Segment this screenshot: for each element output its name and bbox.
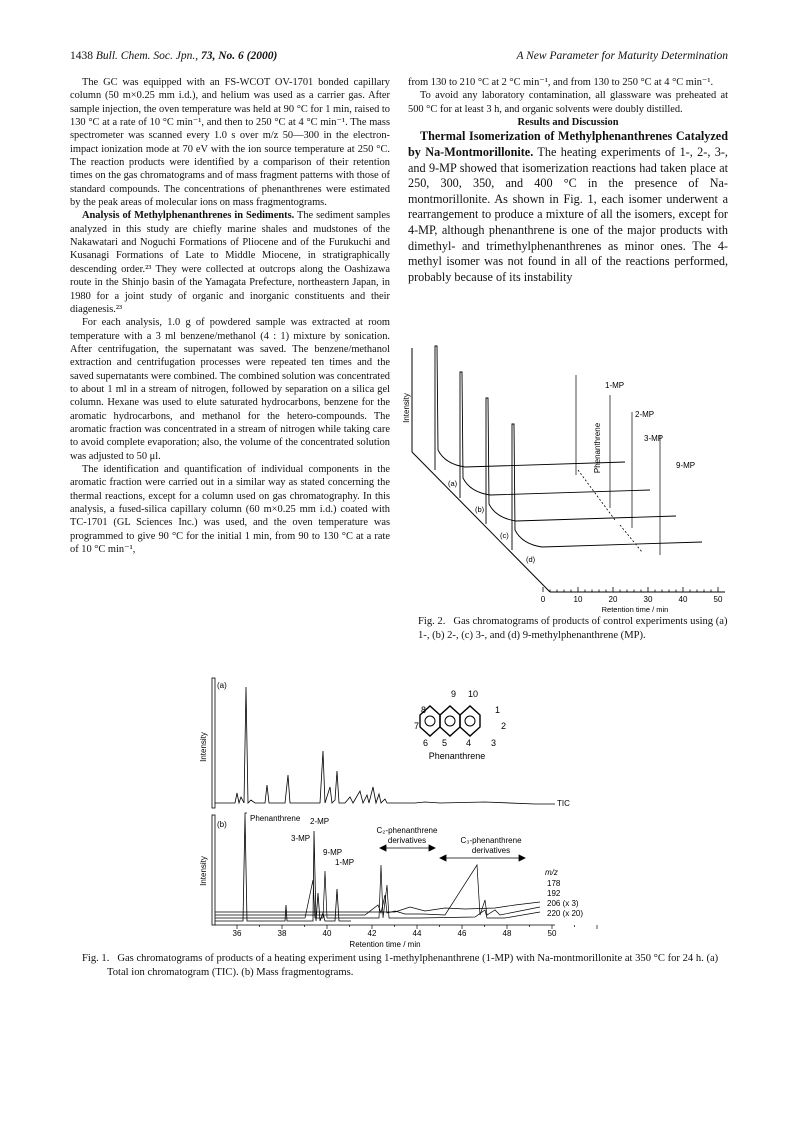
fig2-tick-40: 40 <box>678 595 688 604</box>
fig1-ylabel-b: Intensity <box>199 856 208 886</box>
ring-num-4: 4 <box>466 738 472 748</box>
fig1-tick-50: 50 <box>547 929 557 938</box>
left-paragraph-3: For each analysis, 1.0 g of powdered sample was extracted at room temperature with a 3 ml benzene/methanol (4 : 1) mixture by sonication. After centrifugation, the supernatant was saved. The benzene/methanol extraction and centrifugation processes were repeated ten times and the saved supernatants were combined. The combined solution was concentrated to about 1 ml in a stream of nitrogen, followed by separation on a silica gel column. Hexane was used to elute saturated hydrocarbons, benzene for the aromatic hydrocarbons, and methanol for the hetero-compounds. The aromatic fraction was concentrated in a stream of nitrogen while taking care to avoid complete evaporation; also, the volume of the concentrated solution was adjusted to 50 μl. <box>70 317 390 462</box>
left-column <box>70 76 390 556</box>
phenanthrene-structure-icon <box>420 706 480 736</box>
figure-1-caption <box>82 952 732 979</box>
fig2-trace-a: (a) <box>448 479 458 488</box>
fig2-peak-1mp: 1-MP <box>605 381 625 390</box>
fig1-tick-36: 36 <box>232 929 242 938</box>
fig2-tick-30: 30 <box>643 595 653 604</box>
running-header-left <box>70 50 277 62</box>
ring-num-8: 8 <box>421 705 427 715</box>
fig1-ylabel-a: Intensity <box>199 732 208 762</box>
fig1-mz-178: 178 <box>547 879 561 888</box>
left-paragraph-2: The sediment samples analyzed in this study are chiefly marine shales and mudstones of the Nakawatari and Noguchi Formations of Pliocene and of the Furukuchi and Kusanagi Formations of Late to Middle Miocene, in stratigraphically descending order.²³ They were collected at outcrops along the Oashizawa route in the Shinjo basin of the Yamagata Prefecture, northeastern Japan, in 1980 for a joint study of organic and inorganic constituents and their diagenesis.²³ <box>70 210 391 315</box>
fig1-label-2mp: 2-MP <box>310 817 330 826</box>
fig1-mz-title: m/z <box>545 868 558 877</box>
fig1-tick-44: 44 <box>412 929 422 938</box>
fig1-label-c3: C₃-phenanthrene <box>460 836 522 845</box>
page-number: 1438 <box>70 50 96 62</box>
fig2-trace-c: (c) <box>500 531 509 540</box>
figure-1-chart <box>195 675 595 950</box>
fig1-structure-name: Phenanthrene <box>428 751 486 761</box>
ring-num-7: 7 <box>414 721 420 731</box>
fig1-mz-192: 192 <box>547 889 561 898</box>
ring-num-1: 1 <box>495 705 501 715</box>
right-paragraph-2: To avoid any laboratory contamination, all glassware was preheated at 500 °C for at least 3 h, and organic solvents were doubly distilled. <box>408 90 728 115</box>
figure-2-chart <box>402 340 735 615</box>
fig1-panel-b: (b) <box>217 820 227 829</box>
figure-2-caption <box>418 615 730 642</box>
journal-name: Bull. Chem. Soc. Jpn., <box>95 50 199 62</box>
fig1-label-1mp: 1-MP <box>335 858 355 867</box>
fig1-panel-a: (a) <box>217 681 227 690</box>
left-paragraph-1: The GC was equipped with an FS-WCOT OV-1701 bonded capillary column (50 m×0.25 mm i.d.), and helium was used as a carrier gas. After sample injection, the oven temperature was held at 90 °C for 1 min, raised to 130 °C at a rate of 10 °C min⁻¹, and then to 250 °C at 4 °C min⁻¹. The mass spectrometer was scanned every 1.0 s over m/z 50—300 in the electron-impact ionization mode at 70 eV with the ion source temperature at 250 °C. The reaction products were identified by a comparison of their retention times on the gas chromatograms and of mass fragment patterns with those of standard compounds. The concentrations of phenanthrenes were estimated by the peak areas of molecular ions on mass fragmentograms. <box>70 77 390 209</box>
ring-num-5: 5 <box>442 738 448 748</box>
fig1-tic-label: TIC <box>557 799 570 808</box>
ring-num-9: 9 <box>451 689 457 699</box>
fig1-tick-42: 42 <box>367 929 377 938</box>
fig1-label-c3b: derivatives <box>471 846 511 855</box>
ring-num-2: 2 <box>501 721 507 731</box>
fig2-trace-b: (b) <box>475 505 485 514</box>
fig1-tick-46: 46 <box>457 929 467 938</box>
fig2-peak-9mp: 9-MP <box>676 461 696 470</box>
fig1-label-phenanthrene: Phenanthrene <box>250 814 301 823</box>
right-paragraph-1: from 130 to 210 °C at 2 °C min⁻¹, and from 130 to 250 °C at 4 °C min⁻¹. <box>408 77 714 88</box>
fig2-tick-0: 0 <box>540 595 546 604</box>
fig1-mz-206: 206 (x 3) <box>547 899 579 908</box>
fig1-caption-text: Gas chromatograms of products of a heating experiment using 1-methylphenanthrene (1-MP) with Na-montmorillonite at 350 °C for 24 h. (a) Total ion chromatogram (TIC). (b) Mass fragmentograms. <box>107 953 719 978</box>
fig2-peak-3mp: 3-MP <box>644 434 664 443</box>
fig2-ylabel: Intensity <box>402 393 411 423</box>
fig2-caption-text: Gas chromatograms of products of control experiments using (a) 1-, (b) 2-, (c) 3-, and (d) 9-methylphenanthrene (MP). <box>418 616 728 641</box>
fig1-label-c2b: derivatives <box>387 836 427 845</box>
ring-num-10: 10 <box>468 689 479 699</box>
fig1-mz-220: 220 (x 20) <box>547 909 584 918</box>
fig1-tick-40: 40 <box>322 929 332 938</box>
fig2-caption-number: Fig. 2. <box>418 616 446 627</box>
fig2-phenanthrene-label: Phenanthrene <box>593 422 602 474</box>
fig2-tick-50: 50 <box>713 595 723 604</box>
fig2-tick-20: 20 <box>608 595 618 604</box>
ring-num-6: 6 <box>423 738 429 748</box>
fig1-xlabel: Retention time / min <box>349 940 421 949</box>
journal-volume: 73, No. 6 (2000) <box>198 50 278 62</box>
left-paragraph-4: The identification and quantification of individual components in the aromatic fraction were carried out in a similar way as stated concerning the thermal reactions, except for a column used on gas chromatography. In this analysis, a fused-silica capillary column (60 m×0.25 mm i.d.) coated with TC-1701 (GL Sciences Inc.) was used, and the oven temperature was programmed to give 90 °C for the initial 1 min, from 90 to 130 °C at a rate of 10 °C min⁻¹, <box>70 463 390 556</box>
fig2-trace-line <box>512 424 702 550</box>
left-subheading: Analysis of Methylphenanthrenes in Sediments. <box>82 210 295 222</box>
fig2-tick-10: 10 <box>573 595 583 604</box>
section-heading: Results and Discussion <box>517 117 619 129</box>
fig2-trace-d: (d) <box>526 555 536 564</box>
fig2-peak-2mp: 2-MP <box>635 410 655 419</box>
running-header-right: A New Parameter for Maturity Determination <box>516 50 728 62</box>
fig2-xlabel: Retention time / min <box>601 605 669 614</box>
fig1-tick-48: 48 <box>502 929 512 938</box>
fig1-tick-38: 38 <box>277 929 287 938</box>
right-column <box>408 76 728 285</box>
fig1-caption-number: Fig. 1. <box>82 953 110 964</box>
fig1-label-9mp: 9-MP <box>323 848 343 857</box>
fig1-label-3mp: 3-MP <box>291 834 311 843</box>
ring-num-3: 3 <box>491 738 497 748</box>
right-paragraph-3: The heating experiments of 1-, 2-, 3-, and 9-MP showed that isomerization reactions had taken place at 250, 300, 350, and 400 °C in the presence of Na-montmorillonite. As shown in Fig. 1, each isomer underwent a rearrangement to produce a mixture of all the isomers, except for 4-MP, although phenanthrene is one of the major products with dimethyl- and trimethylphenanthrenes as minor ones. The 4-methyl isomer was not found in all of the reactions performed, probably because of its instability <box>408 144 728 284</box>
fig1-label-c2: C₂-phenanthrene <box>376 826 438 835</box>
right-subheading: Thermal Isomerization of Methylphenanthrenes Catalyzed by Na-Montmorillonite. <box>408 129 728 159</box>
